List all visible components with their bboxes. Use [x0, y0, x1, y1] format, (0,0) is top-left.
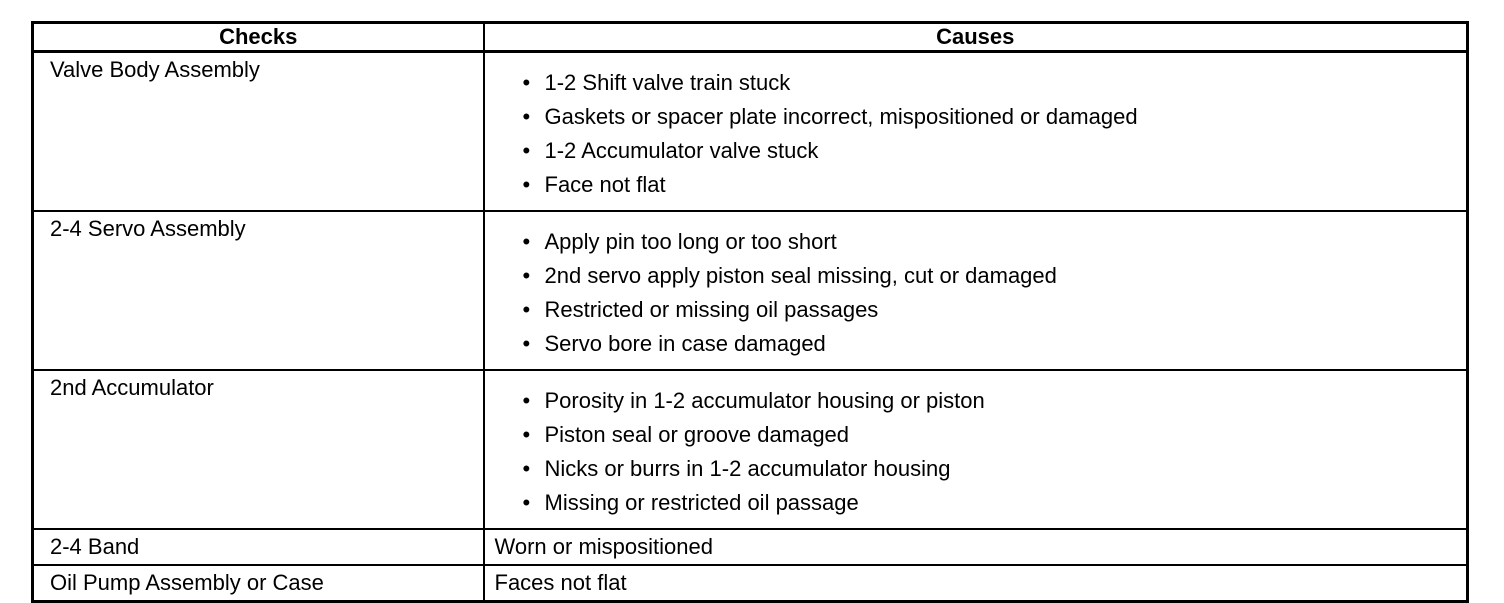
check-cell [33, 370, 484, 529]
bullet-icon: • [522, 490, 531, 515]
check-label: 2nd Accumulator [50, 375, 214, 400]
cause-text: Servo bore in case damaged [544, 331, 826, 356]
cause-text: 2nd servo apply piston seal missing, cut or damaged [544, 263, 1057, 288]
check-cell [33, 52, 484, 212]
bullet-icon: • [522, 104, 531, 129]
cause-text: Worn or mispositioned [494, 534, 713, 559]
causes-cell [484, 565, 1468, 602]
bullet-icon: • [522, 297, 531, 322]
cause-item [523, 100, 1467, 134]
bullet-icon: • [522, 388, 531, 413]
bullet-icon: • [522, 70, 531, 95]
cause-text: Nicks or burrs in 1-2 accumulator housing [544, 456, 951, 481]
check-label: 2-4 Servo Assembly [50, 216, 246, 241]
cause-item [523, 452, 1467, 486]
cause-item [523, 168, 1467, 202]
cause-text: Porosity in 1-2 accumulator housing or piston [544, 388, 985, 413]
causes-cell [484, 370, 1468, 529]
cause-list [485, 212, 1467, 369]
cause-item [523, 486, 1467, 520]
bullet-icon: • [522, 138, 531, 163]
cause-text: 1-2 Shift valve train stuck [544, 70, 791, 95]
cause-text: Piston seal or groove damaged [544, 422, 850, 447]
bullet-icon: • [522, 263, 531, 288]
cause-item [523, 293, 1467, 327]
cause-list [485, 371, 1467, 528]
causes-cell [484, 52, 1468, 212]
cause-item [523, 259, 1467, 293]
causes-cell [484, 211, 1468, 370]
bullet-icon: • [522, 422, 531, 447]
table-header-row [33, 23, 1468, 52]
bullet-icon: • [522, 456, 531, 481]
cause-item [523, 327, 1467, 361]
cause-text: Missing or restricted oil passage [544, 490, 859, 515]
check-label: Valve Body Assembly [50, 57, 260, 82]
cause-text: Faces not flat [494, 570, 627, 595]
header-checks: Checks [33, 23, 484, 52]
table-row [33, 211, 1468, 370]
cause-item [523, 134, 1467, 168]
header-causes: Causes [484, 23, 1468, 52]
table-row [33, 370, 1468, 529]
cause-text: 1-2 Accumulator valve stuck [544, 138, 819, 163]
check-cell [33, 529, 484, 565]
check-cell [33, 211, 484, 370]
check-label: Oil Pump Assembly or Case [50, 570, 324, 595]
checks-causes-table [31, 21, 1469, 603]
check-label: 2-4 Band [50, 534, 140, 559]
table-row [33, 52, 1468, 212]
cause-item [523, 225, 1467, 259]
check-cell [33, 565, 484, 602]
bullet-icon: • [522, 331, 531, 356]
bullet-icon: • [522, 172, 531, 197]
cause-item [523, 418, 1467, 452]
cause-list [485, 53, 1467, 210]
cause-text: Restricted or missing oil passages [544, 297, 879, 322]
causes-cell [484, 529, 1468, 565]
table-row [33, 565, 1468, 602]
cause-text: Gaskets or spacer plate incorrect, mispositioned or damaged [544, 104, 1138, 129]
table-row [33, 529, 1468, 565]
cause-text: Face not flat [544, 172, 666, 197]
cause-item [523, 66, 1467, 100]
cause-item [523, 384, 1467, 418]
bullet-icon: • [522, 229, 531, 254]
cause-text: Apply pin too long or too short [544, 229, 837, 254]
